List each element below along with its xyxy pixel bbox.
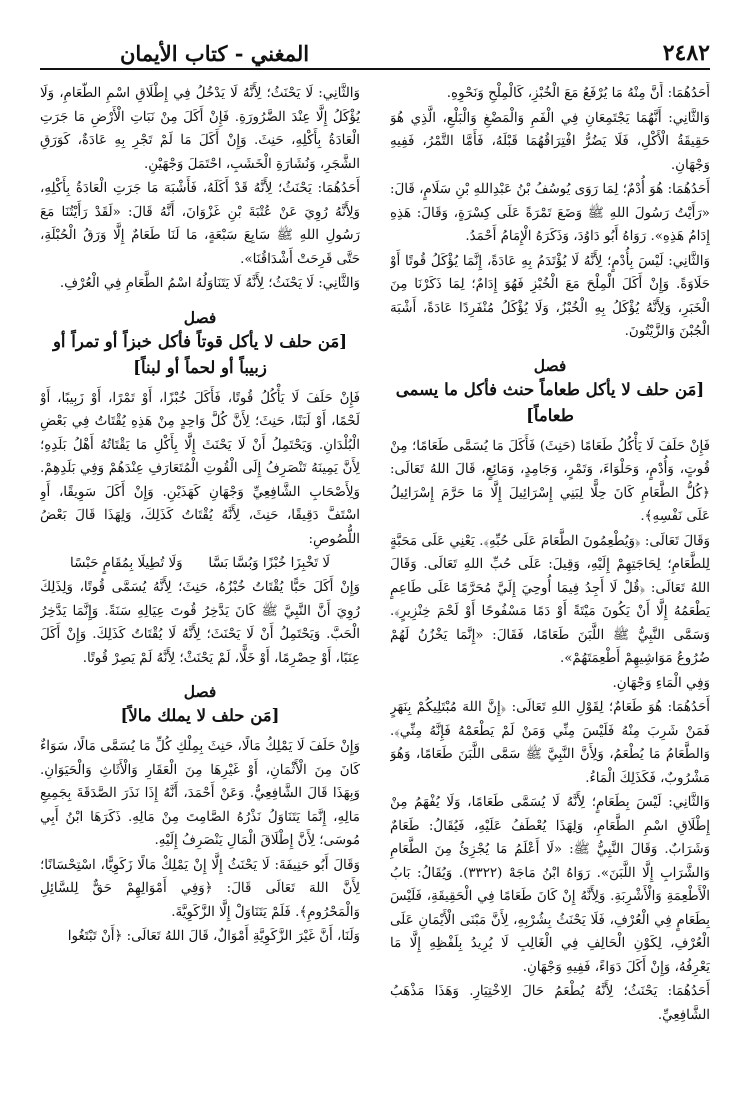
paragraph: وَفِي الْمَاءِ وَجْهَانِ. [612, 675, 710, 691]
verse-second-hemistich: وَلَا تُطِيلَا بِمُقَامٍ حَبْسًا [70, 556, 183, 571]
section-heading: فصل [533, 355, 567, 375]
section-heading: فصل [183, 307, 217, 327]
paragraph: أَحَدُهُمَا: يَحْنَثُ؛ لِأَنَّهُ يُطْعَمُ حَالَ الِاخْتِيَارِ. وَهَذَا مَذْهَبُ الشَّافِعِيِّ. [390, 984, 710, 1023]
page-number: ٢٤٨٢ [662, 40, 710, 66]
poetry-verse [40, 552, 360, 576]
section-subtitle: [مَن حلف لا يأكل قوتاً فأكل خبزاً أو تمراً أو زبيباً أو لحماً أو لبناً] [52, 331, 348, 377]
paragraph: أَحَدُهُمَا: يَحْنَثُ؛ لِأَنَّهُ قَدْ أَكَلَهُ، فَأَشْبَهَ مَا جَرَتِ الْعَادَةُ بِأَكْلِهِ، وَلِأَنَّهُ رُوِيَ عَنْ عُتْبَةَ بْنِ غَزْوَانَ، أَنَّهُ قَالَ: «لَقَدْ رَأَيْتُنَا مَعَ رَسُولِ اللهِ ﷺ سَابِعَ سَبْعَةٍ، مَا لَنَا طَعَامٌ إِلَّا وَرَقُ الْحُبْلَةِ، حَتَّى قَرِحَتْ أَشْدَاقُنَا». [40, 181, 360, 267]
verse-first-hemistich: لَا تَخْبِزَا خُبْزًا وَبُسَّا بَسَّا [208, 556, 330, 571]
page-header [40, 38, 710, 70]
paragraph: أَحَدُهُمَا: هُوَ أُدْمٌ؛ لِمَا رَوَى يُوسُفُ بْنُ عَبْدِاللهِ بْنِ سَلَامٍ، قَالَ: «رَأَيْتُ رَسُولَ اللهِ ﷺ وَضَعَ تَمْرَةً عَلَى كِسْرَةٍ، وَقَالَ: هَذِهِ إِدَامُ هَذِهِ». رَوَاهُ أَبُو دَاوُدَ، وَذَكَرَهُ الْإِمَامُ أَحْمَدُ. [390, 182, 710, 244]
section-subtitle: [مَن حلف لا يملك مالاً] [120, 706, 280, 725]
paragraph: أَحَدُهُمَا: أَنَّ مِنْهُ مَا يُرْفَعُ مَعَ الْخُبْزِ، كَالْمِلْحِ وَنَحْوِهِ. [446, 86, 710, 101]
right-column [390, 82, 710, 1077]
text-columns [40, 82, 710, 1077]
paragraph: وَالثَّانِي: لَا يَحْنَثُ؛ لِأَنَّهُ لَا يَدْخُلُ فِي إِطْلَاقِ اسْمِ الطَّعَامِ، وَلَا يُؤْكَلُ إِلَّا عِنْدَ الضَّرُورَةِ. فَإِنْ أَكَلَ مِنْ نَبَاتِ الْأَرْضِ مَا جَرَتِ الْعَادَةُ بِأَكْلِهِ، حَنِثَ. وَإِنْ أَكَلَ مَا لَمْ تَجْرِ بِهِ عَادَةٌ، كَوَرَقِ الشَّجَرِ، وَنُشَارَةِ الْخَشَبِ، احْتَمَلَ وَجْهَيْنِ. [40, 86, 360, 172]
paragraph: وَإِنْ حَلَفَ لَا يَمْلِكُ مَالًا، حَنِثَ بِمِلْكِ كُلِّ مَا يُسَمَّى مَالًا، سَوَاءٌ كَانَ مِنَ الْأَثْمَانِ، أَوْ غَيْرِهَا مِنَ الْعَقَارِ وَالْأَثَاثِ وَالْحَيَوَانِ. وَبِهَذَا قَالَ الشَّافِعِيُّ. وَعَنْ أَحْمَدَ، أَنَّهُ إِذَا نَذَرَ الصَّدَقَةَ بِجَمِيعِ مَالِهِ، إِنَّمَا يَتَنَاوَلُ نَذْرُهُ الصَّامِتَ مِنْ مَالِهِ. ذَكَرَهَا ابْنُ أَبِي مُوسَى؛ لِأَنَّ إِطْلَاقَ الْمَالِ يَنْصَرِفُ إِلَيْهِ. [40, 739, 360, 848]
paragraph: وَلَنَا، أَنَّ غَيْرَ الزَّكَوِيَّةِ أَمْوَالٌ، قَالَ اللهُ تَعَالَى: ﴿أَنْ تَبْتَغُوا [67, 929, 360, 944]
paragraph: وَقَالَ تَعَالَى: ﴿وَيُطْعِمُونَ الطَّعَامَ عَلَى حُبِّهِ﴾. يَعْنِي عَلَى مَحَبَّةٍ لِلطَّعَامِ؛ لِحَاجَتِهِمْ إِلَيْهِ، وَقِيلَ: عَلَى حُبِّ اللهِ تَعَالَى. وَقَالَ اللهُ تَعَالَى: ﴿قُلْ لَا أَجِدُ فِيمَا أُوحِيَ إِلَيَّ مُحَرَّمًا عَلَى طَاعِمٍ يَطْعَمُهُ إِلَّا أَنْ يَكُونَ مَيْتَةً أَوْ دَمًا مَسْفُوحًا أَوْ لَحْمَ خِنْزِيرٍ﴾. وَسَمَّى النَّبِيُّ ﷺ اللَّبَنَ طَعَامًا، فَقَالَ: «إِنَّمَا يَخْزُنُ لَهُمْ ضُرُوعُ مَوَاشِيهِمْ أَطْعِمَتَهُمْ». [390, 533, 710, 666]
left-column [40, 82, 360, 1077]
paragraph: فَإِنْ حَلَفَ لَا يَأْكُلُ طَعَامًا (حَنِثَ) فَأَكَلَ مَا يُسَمَّى طَعَامًا؛ مِنْ قُوتٍ، وَأُدْمٍ، وَحَلْوَاءَ، وَتَمْرٍ، وَجَامِدٍ، وَمَائِعٍ، قَالَ اللهُ تَعَالَى: ﴿كُلُّ الطَّعَامِ كَانَ حِلًّا لِبَنِي إِسْرَائِيلَ إِلَّا مَا حَرَّمَ إِسْرَائِيلُ عَلَى نَفْسِهِ﴾. [390, 438, 710, 524]
paragraph: وَإِنْ أَكَلَ حَبًّا يُقْتَاتُ خُبْزُهُ، حَنِثَ؛ لِأَنَّهُ يُسَمَّى قُوتًا، وَلِذَلِكَ رُوِيَ أَنَّ النَّبِيَّ ﷺ كَانَ يَدَّخِرُ قُوتَ عِيَالِهِ سَنَةً. وَإِنَّمَا يَدَّخِرُ الْحَبَّ. وَيَحْتَمِلُ أَنْ لَا يَحْنَثَ؛ لِأَنَّهُ لَا يُقْتَاتُ كَذَلِكَ. وَإِنْ أَكَلَ عِنَبًا، أَوْ حِصْرِمًا، أَوْ خَلًّا، لَمْ يَحْنَثْ؛ لِأَنَّهُ لَمْ يَصِرْ قُوتًا. [40, 580, 360, 666]
paragraph: وَالثَّانِي: لَيْسَ بِطَعَامٍ؛ لِأَنَّهُ لَا يُسَمَّى طَعَامًا، وَلَا يُفْهَمُ مِنْ إِطْلَاقِ اسْمِ الطَّعَامِ، وَلِهَذَا يُعْطَفُ عَلَيْهِ، فَيُقَالُ: طَعَامٌ وَشَرَابٌ. وَقَالَ النَّبِيُّ ﷺ: «لَا أَعْلَمُ مَا يُجْزِئُ مِنَ الطَّعَامِ وَالشَّرَابِ إِلَّا اللَّبَنَ». رَوَاهُ ابْنُ مَاجَهْ (٣٣٢٢). وَيُقَالُ: بَابُ الْأَطْعِمَةِ وَالْأَشْرِبَةِ. وَلِأَنَّهُ إِنْ كَانَ طَعَامًا فِي الْحَقِيقَةِ، فَلَيْسَ بِطَعَامٍ فِي الْعُرْفِ، فَلَا يَحْنَثُ بِشُرْبِهِ، لِأَنَّ مَبْنَى الْأَيْمَانِ عَلَى الْعُرْفِ، لِكَوْنِ الْحَالِفِ فِي الْغَالِبِ لَا يُرِيدُ بِلَفْظِهِ إِلَّا مَا يَعْرِفُهُ، وَإِنْ أَكَلَ دَوَاءً، فَفِيهِ وَجْهَانِ. [390, 795, 710, 975]
paragraph: وَالثَّانِي: أَنَّهُمَا يَجْتَمِعَانِ فِي الْفَمِ وَالْمَضْغِ وَالْبَلْعِ، الَّذِي هُوَ حَقِيقَةُ الْأَكْلِ، فَلَا يَضُرُّ افْتِرَاقُهُمَا قَبْلَهُ، فَأَمَّا التَّمْرُ، فَفِيهِ وَجْهَانِ. [390, 110, 710, 173]
paragraph: وَالثَّانِي: لَا يَحْنَثُ؛ لِأَنَّهُ لَا يَتَنَاوَلُهُ اسْمُ الطَّعَامِ فِي الْعُرْفِ. [59, 276, 360, 291]
paragraph: فَإِنْ حَلَفَ لَا يَأْكُلُ قُوتًا، فَأَكَلَ خُبْزًا، أَوْ تَمْرًا، أَوْ زَبِيبًا، أَوْ لَحْمًا، أَوْ لَبَنًا، حَنِثَ؛ لِأَنَّ كُلَّ وَاحِدٍ مِنْ هَذِهِ يُقْتَاتُ فِي بَعْضِ الْبُلْدَانِ. وَيَحْتَمِلُ أَنْ لَا يَحْنَثَ إِلَّا بِأَكْلِ مَا يَقْتَاتُهُ أَهْلُ بَلَدِهِ؛ لِأَنَّ يَمِينَهُ تَنْصَرِفُ إِلَى الْقُوتِ الْمُتَعَارَفِ عِنْدَهُمْ وَفِي بَلَدِهِمْ. وَلِأَصْحَابِ الشَّافِعِيِّ وَجْهَانِ كَهَذَيْنِ. وَإِنْ أَكَلَ سَوِيقًا، أَوِ اسْتَفَّ دَقِيقًا، حَنِثَ، لِأَنَّهُ يُقْتَاتُ كَذَلِكَ، وَلِهَذَا قَالَ بَعْضُ اللُّصُوصِ: [40, 390, 360, 547]
running-title: المغني - كتاب الأيمان [120, 40, 310, 66]
section-heading: فصل [183, 682, 217, 701]
paragraph: أَحَدُهُمَا: هُوَ طَعَامٌ؛ لِقَوْلِ اللهِ تَعَالَى: ﴿إِنَّ اللهَ مُبْتَلِيكُمْ بِنَهَرٍ فَمَنْ شَرِبَ مِنْهُ فَلَيْسَ مِنِّي وَمَنْ لَمْ يَطْعَمْهُ فَإِنَّهُ مِنِّي﴾. وَالطَّعَامُ مَا يُطْعَمُ، وَلِأَنَّ النَّبِيَّ ﷺ سَمَّى اللَّبَنَ طَعَامًا، وَهُوَ مَشْرُوبٌ، فَكَذَلِكَ الْمَاءُ. [390, 700, 710, 786]
section-subtitle: [مَن حلف لا يأكل طعاماً حنث فأكل ما يسمى طعاماً] [395, 379, 705, 425]
paragraph: وَقَالَ أَبُو حَنِيفَةَ: لَا يَحْنَثُ إِلَّا إِنْ يَمْلِكْ مَالًا زَكَوِيًّا، اسْتِحْسَانًا؛ لِأَنَّ اللهَ تَعَالَى قَالَ: ﴿وَفِي أَمْوَالِهِمْ حَقٌّ لِلسَّائِلِ وَالْمَحْرُومِ﴾. فَلَمْ يَتَنَاوَلْ إِلَّا الزَّكَوِيَّةَ. [40, 857, 360, 920]
paragraph: وَالثَّانِي: لَيْسَ بِأُدْمٍ؛ لِأَنَّهُ لَا يُؤْتَدَمُ بِهِ عَادَةً، إِنَّمَا يُؤْكَلُ قُوتًا أَوْ حَلَاوَةً. وَإِنْ أَكَلَ الْمِلْحَ مَعَ الْخُبْزِ فَهُوَ إِدَامٌ؛ لِمَا ذَكَرْنَا مِنَ الْخَبَرِ، وَلِأَنَّهُ يُؤْكَلُ بِهِ الْخُبْزُ، وَلَا يُؤْكَلُ مُنْفَرِدًا عَادَةً، أَشْبَهَ الْجُبْنَ وَالزَّيْتُونَ. [390, 253, 710, 339]
